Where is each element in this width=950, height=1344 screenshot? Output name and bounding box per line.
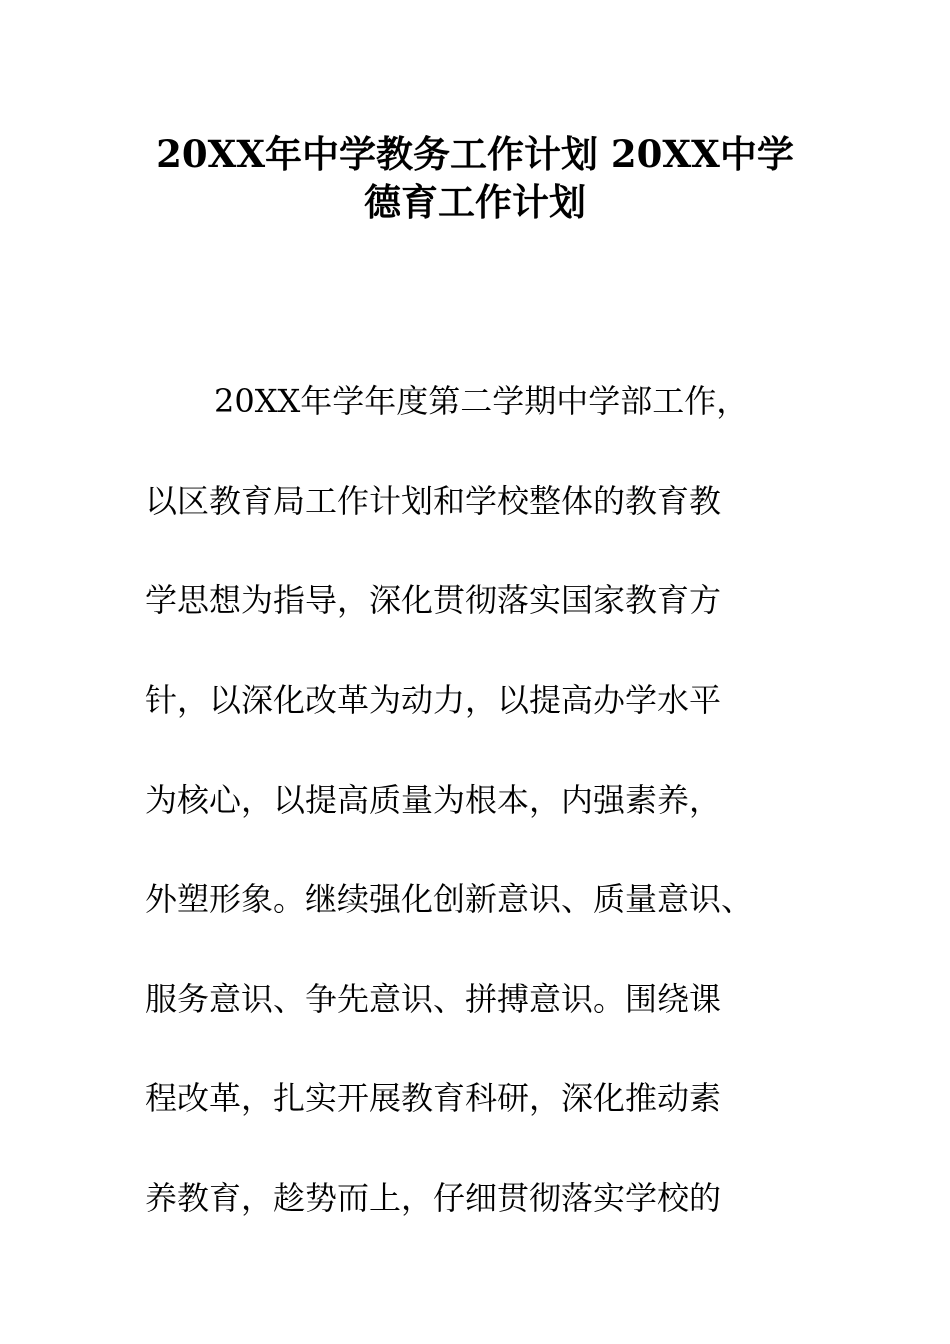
body-line-1: 20XX年学年度第二学期中学部工作，	[214, 382, 749, 420]
body-line-9: 养教育，趁势而上，仔细贯彻落实学校的	[145, 1179, 722, 1217]
body-line-5: 为核心，以提高质量为根本，内强素养，	[145, 781, 722, 819]
document-title-line-2: 德育工作计划	[364, 180, 586, 224]
body-line-7: 服务意识、争先意识、拼搏意识。围绕课	[145, 980, 722, 1018]
body-line-6: 外塑形象。继续强化创新意识、质量意识、	[145, 880, 754, 918]
document-title-line-1: 20XX年中学教务工作计划 20XX中学	[156, 132, 794, 176]
body-line-3: 学思想为指导，深化贯彻落实国家教育方	[145, 581, 722, 619]
body-line-4: 针，以深化改革为动力，以提高办学水平	[145, 681, 722, 719]
body-line-8: 程改革，扎实开展教育科研，深化推动素	[145, 1079, 722, 1117]
body-line-2: 以区教育局工作计划和学校整体的教育教	[145, 482, 722, 520]
